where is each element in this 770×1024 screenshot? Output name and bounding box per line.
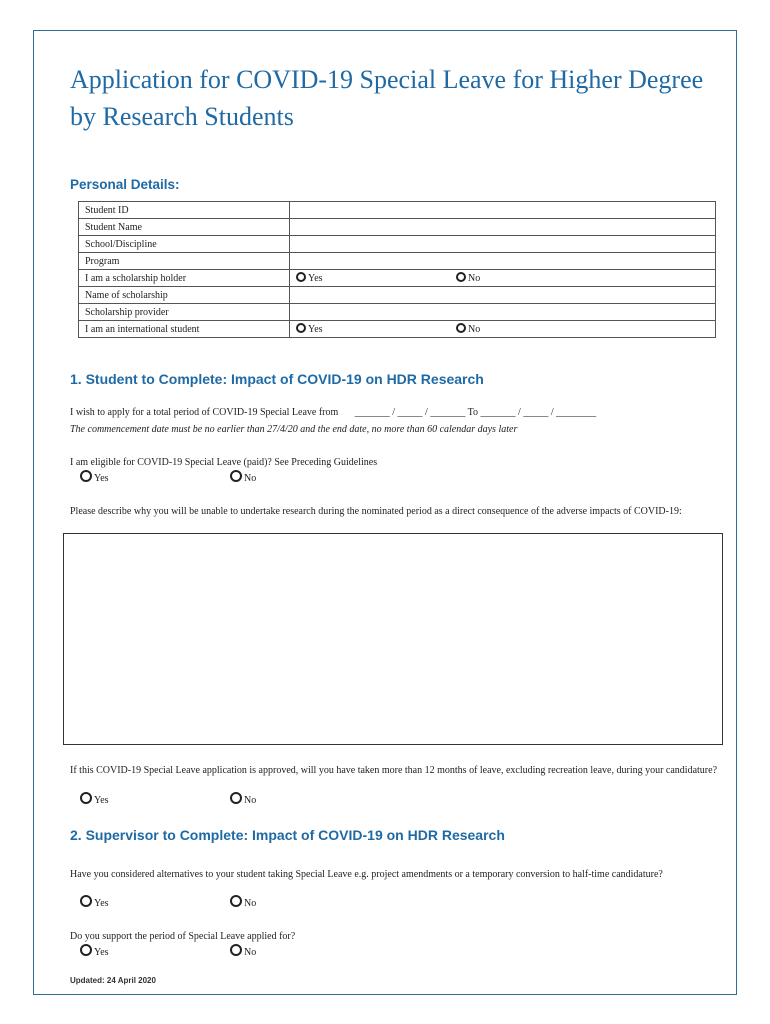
form-page bbox=[33, 30, 737, 995]
table-row bbox=[79, 219, 716, 236]
option-label: No bbox=[244, 947, 257, 958]
alternatives-yes-option[interactable] bbox=[80, 895, 109, 909]
alternatives-question: Have you considered alternatives to your student taking Special Leave e.g. project amendments or a temporary conversion to half-time candidature? bbox=[70, 869, 663, 880]
radio-icon[interactable] bbox=[80, 792, 92, 804]
scholarship-yes-option[interactable] bbox=[296, 271, 323, 286]
row-label: I am a scholarship holder bbox=[79, 270, 290, 287]
period-note: The commencement date must be no earlier than 27/4/20 and the end date, no more than 60 calendar days later bbox=[70, 424, 518, 435]
student-name-field[interactable] bbox=[290, 219, 716, 236]
scholarship-name-field[interactable] bbox=[290, 287, 716, 304]
table-row bbox=[79, 321, 716, 338]
option-label: No bbox=[468, 324, 481, 335]
describe-text-area[interactable] bbox=[63, 533, 723, 745]
program-field[interactable] bbox=[290, 253, 716, 270]
describe-question: Please describe why you will be unable to undertake research during the nominated period as a direct consequence of the adverse impacts of COVID-19: bbox=[70, 506, 682, 517]
section2-heading: 2. Supervisor to Complete: Impact of COVID-19 on HDR Research bbox=[70, 827, 505, 843]
section1-heading: 1. Student to Complete: Impact of COVID-19 on HDR Research bbox=[70, 371, 484, 387]
support-yes-option[interactable] bbox=[80, 944, 109, 958]
radio-icon[interactable] bbox=[80, 944, 92, 956]
support-no-option[interactable] bbox=[230, 944, 256, 958]
period-text: I wish to apply for a total period of COVID-19 Special Leave from bbox=[70, 407, 339, 418]
option-label: Yes bbox=[308, 273, 323, 284]
radio-icon[interactable] bbox=[296, 323, 306, 333]
option-label: No bbox=[244, 898, 257, 909]
eligible-question: I am eligible for COVID-19 Special Leave (paid)? See Preceding Guidelines bbox=[70, 457, 378, 468]
radio-icon[interactable] bbox=[456, 323, 466, 333]
option-label: Yes bbox=[308, 324, 323, 335]
option-label: No bbox=[244, 795, 257, 806]
option-label: Yes bbox=[94, 947, 109, 958]
scholarship-holder-options bbox=[290, 270, 716, 287]
radio-icon[interactable] bbox=[80, 470, 92, 482]
table-row bbox=[79, 202, 716, 219]
months-question: If this COVID-19 Special Leave application is approved, will you have taken more than 12 months of leave, excluding recreation leave, during your candidature? bbox=[70, 765, 718, 776]
support-question: Do you support the period of Special Leave applied for? bbox=[70, 931, 296, 942]
international-student-options bbox=[290, 321, 716, 338]
row-label: Student Name bbox=[79, 219, 290, 236]
option-label: No bbox=[468, 273, 481, 284]
months-yes-option[interactable] bbox=[80, 792, 109, 806]
updated-date: Updated: 24 April 2020 bbox=[70, 976, 156, 985]
student-id-field[interactable] bbox=[290, 202, 716, 219]
eligible-yes-option[interactable] bbox=[80, 470, 109, 484]
period-question bbox=[70, 407, 596, 419]
table-row bbox=[79, 270, 716, 287]
option-label: Yes bbox=[94, 473, 109, 484]
personal-details-heading: Personal Details: bbox=[70, 177, 180, 192]
table-row bbox=[79, 236, 716, 253]
radio-icon[interactable] bbox=[296, 272, 306, 282]
table-row bbox=[79, 287, 716, 304]
scholarship-no-option[interactable] bbox=[456, 271, 480, 286]
row-label: Name of scholarship bbox=[79, 287, 290, 304]
period-date-fields[interactable]: _______ / _____ / _______ To _______ / _____ / ________ bbox=[354, 407, 597, 418]
alternatives-no-option[interactable] bbox=[230, 895, 256, 909]
row-label: Student ID bbox=[79, 202, 290, 219]
school-discipline-field[interactable] bbox=[290, 236, 716, 253]
months-no-option[interactable] bbox=[230, 792, 256, 806]
row-label: Scholarship provider bbox=[79, 304, 290, 321]
radio-icon[interactable] bbox=[230, 792, 242, 804]
option-label: No bbox=[244, 473, 257, 484]
table-row bbox=[79, 253, 716, 270]
radio-icon[interactable] bbox=[80, 895, 92, 907]
option-label: Yes bbox=[94, 898, 109, 909]
personal-details-table bbox=[78, 201, 716, 338]
option-label: Yes bbox=[94, 795, 109, 806]
row-label: School/Discipline bbox=[79, 236, 290, 253]
eligible-no-option[interactable] bbox=[230, 470, 256, 484]
radio-icon[interactable] bbox=[230, 895, 242, 907]
table-row bbox=[79, 304, 716, 321]
international-no-option[interactable] bbox=[456, 322, 480, 337]
row-label: I am an international student bbox=[79, 321, 290, 338]
radio-icon[interactable] bbox=[230, 470, 242, 482]
row-label: Program bbox=[79, 253, 290, 270]
scholarship-provider-field[interactable] bbox=[290, 304, 716, 321]
international-yes-option[interactable] bbox=[296, 322, 323, 337]
page-title: Application for COVID-19 Special Leave for Higher Degree by Research Students bbox=[70, 65, 704, 131]
radio-icon[interactable] bbox=[230, 944, 242, 956]
radio-icon[interactable] bbox=[456, 272, 466, 282]
